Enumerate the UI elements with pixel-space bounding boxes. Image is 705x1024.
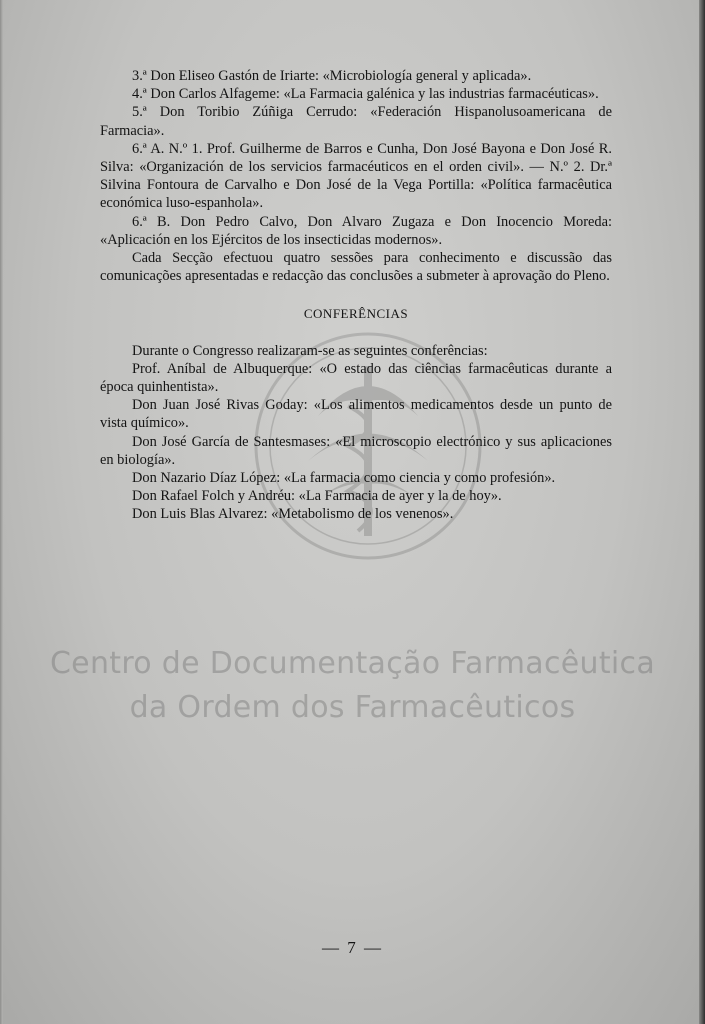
paragraph-section-3: 3.ª Don Eliseo Gastón de Iriarte: «Microbiología general y aplicada». [132, 68, 532, 84]
conference-item: Don Juan José Rivas Goday: «Los alimentos medicamentos desde un punto de vista químico». [100, 397, 612, 432]
conferences-heading: CONFERÊNCIAS [303, 306, 409, 322]
conference-item: Don Luis Blas Alvarez: «Metabolismo de los venenos». [132, 506, 454, 523]
watermark-line-1: Centro de Documentação Farmacêutica [49, 646, 656, 681]
conference-intro: Durante o Congresso realizaram-se as seguintes conferências: [132, 342, 488, 359]
conference-item: Prof. Aníbal de Albuquerque: «O estado das ciências farmacêuticas durante a época quinhentista». [100, 360, 612, 396]
page-edge-right [699, 0, 705, 1024]
paragraph-section-5: 5.ª Don Toribio Zúñiga Cerrudo: «Federación Hispanolusoamericana de Farmacia». [100, 104, 612, 139]
page-number: — 7 — [322, 938, 383, 957]
watermark-line-2: da Ordem dos Farmacêuticos [129, 690, 576, 725]
paragraph-section-6a: 6.ª A. N.º 1. Prof. Guilherme de Barros e Cunha, Don José Bayona e Don José R. Silva: «Organización de los servicios farmacéuticos en el orden civil». — N.º 2. Dr.ª Silvina Fontoura de Carvalho e Don José de la Vega Portilla: «Política farmacêutica económica luso-espanhola». [100, 140, 612, 212]
conference-item: Don Rafael Folch y Andréu: «La Farmacia de ayer y la de hoy». [132, 488, 502, 505]
page-edge-left [0, 0, 3, 1024]
main-text [100, 67, 612, 524]
paragraph-sessions: Cada Secção efectuou quatro sessões para conhecimento e discussão das comunicações apresentadas e redacção das conclusões a submeter à aprovação do Pleno. [100, 250, 612, 285]
paragraph-section-4: 4.ª Don Carlos Alfageme: «La Farmacia galénica y las industrias farmacéuticas». [132, 86, 599, 103]
conference-item: Don José García de Santesmases: «El microscopio electrónico y sus aplicaciones en biología». [100, 433, 612, 468]
conference-item: Don Nazario Díaz López: «La farmacia como ciencia y como profesión». [132, 470, 556, 487]
paragraph-section-6b: 6.ª B. Don Pedro Calvo, Don Alvaro Zugaza e Don Inocencio Moreda: «Aplicación en los Ejércitos de los insecticidas modernos». [100, 213, 612, 248]
